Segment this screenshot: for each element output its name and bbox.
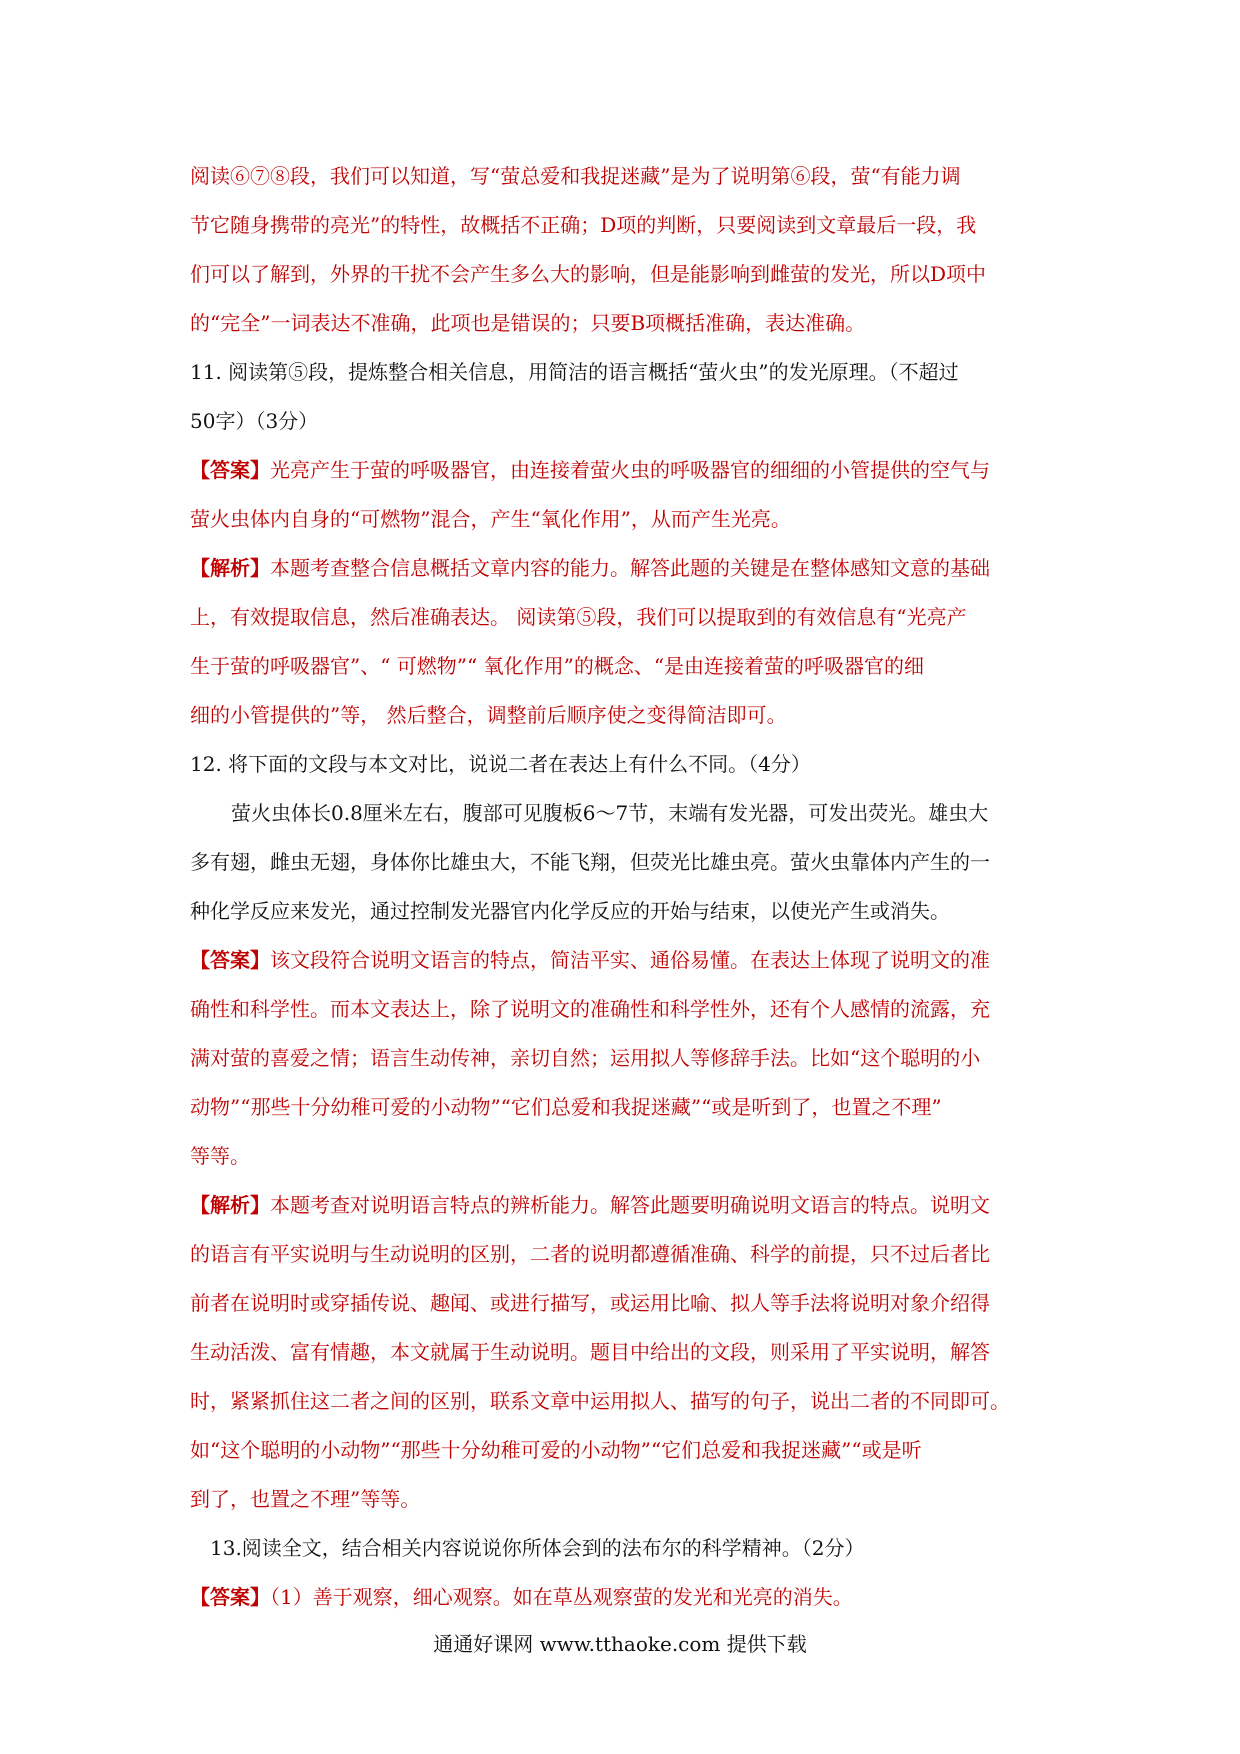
question-11: 11. 阅读第⑤段，提炼整合相关信息，用简洁的语言概括“萤火虫”的发光原理。（不超过 xyxy=(190,360,959,384)
answer-line: 【答案】该文段符合说明文语言的特点，简洁平实、通俗易懂。在表达上体现了说明文的准 xyxy=(190,948,990,972)
text-line: 的语言有平实说明与生动说明的区别，二者的说明都遵循准确、科学的前提，只不过后者比 xyxy=(190,1242,990,1266)
text-line: 确性和科学性。而本文表达上，除了说明文的准确性和科学性外，还有个人感情的流露，充 xyxy=(190,997,990,1021)
analysis-tag: 【解析】 xyxy=(190,556,270,580)
answer-tag: 【答案】 xyxy=(190,1585,270,1609)
question-12: 12. 将下面的文段与本文对比，说说二者在表达上有什么不同。（4分） xyxy=(190,752,811,776)
text-line: 细的小管提供的”等， 然后整合，调整前后顺序使之变得简洁即可。 xyxy=(190,703,787,727)
passage-line: 多有翅，雌虫无翅，身体你比雄虫大，不能飞翔，但荧光比雄虫亮。萤火虫靠体内产生的一 xyxy=(190,850,990,874)
text-line: 们可以了解到，外界的干扰不会产生多么大的影响，但是能影响到雌萤的发光，所以D项中 xyxy=(190,262,987,286)
text-line: 萤火虫体内自身的“可燃物”混合，产生“氧化作用”，从而产生光亮。 xyxy=(190,507,791,531)
page-footer: 通通好课网 www.tthaoke.com 提供下载 xyxy=(433,1632,807,1656)
answer-line: 【答案】（1）善于观察，细心观察。如在草丛观察萤的发光和光亮的消失。 xyxy=(190,1585,853,1609)
text-line: 上，有效提取信息，然后准确表达。 阅读第⑤段，我们可以提取到的有效信息有“光亮产 xyxy=(190,605,967,629)
text-line: 生动活泼、富有情趣，本文就属于生动说明。题目中给出的文段，则采用了平实说明，解答 xyxy=(190,1340,990,1364)
analysis-line: 【解析】本题考查整合信息概括文章内容的能力。解答此题的关键是在整体感知文意的基础 xyxy=(190,556,990,580)
text-line: 时，紧紧抓住这二者之间的区别，联系文章中运用拟人、描写的句子，说出二者的不同即可。 xyxy=(190,1389,1010,1413)
text-line: 节它随身携带的亮光”的特性，故概括不正确；D项的判断，只要阅读到文章最后一段，我 xyxy=(190,213,977,237)
text-line: 前者在说明时或穿插传说、趣闻、或进行描写，或运用比喻、拟人等手法将说明对象介绍得 xyxy=(190,1291,990,1315)
text-line: 如“这个聪明的小动物”“那些十分幼稚可爱的小动物”“它们总爱和我捉迷藏”“或是听 xyxy=(190,1438,922,1462)
text-line: 动物”“那些十分幼稚可爱的小动物”“它们总爱和我捉迷藏”“或是听到了，也置之不理” xyxy=(190,1095,942,1119)
text-line: 等等。 xyxy=(190,1144,250,1168)
passage-line: 萤火虫体长0.8厘米左右，腹部可见腹板6～7节，末端有发光器，可发出荧光。雄虫大 xyxy=(231,801,989,825)
text-line: 的“完全”一词表达不准确，此项也是错误的；只要B项概括准确，表达准确。 xyxy=(190,311,866,335)
text-line: 50字）（3分） xyxy=(190,409,319,433)
passage-line: 种化学反应来发光，通过控制发光器官内化学反应的开始与结束，以使光产生或消失。 xyxy=(190,899,950,923)
answer-tag: 【答案】 xyxy=(190,458,270,482)
analysis-line: 【解析】本题考查对说明语言特点的辨析能力。解答此题要明确说明文语言的特点。说明文 xyxy=(190,1193,990,1217)
text-line: 生于萤的呼吸器官”、“ 可燃物”“ 氧化作用”的概念、“是由连接着萤的呼吸器官的细 xyxy=(190,654,925,678)
question-13: 13.阅读全文，结合相关内容说说你所体会到的法布尔的科学精神。（2分） xyxy=(210,1536,865,1560)
document-body xyxy=(190,152,1056,1622)
answer-line: 【答案】光亮产生于萤的呼吸器官，由连接着萤火虫的呼吸器官的细细的小管提供的空气与 xyxy=(190,458,990,482)
answer-tag: 【答案】 xyxy=(190,948,270,972)
text-line: 满对萤的喜爱之情；语言生动传神，亲切自然；运用拟人等修辞手法。比如“这个聪明的小 xyxy=(190,1046,981,1070)
text-line: 阅读⑥⑦⑧段，我们可以知道，写“萤总爱和我捉迷藏”是为了说明第⑥段，萤“有能力调 xyxy=(190,164,961,188)
analysis-tag: 【解析】 xyxy=(190,1193,270,1217)
text-line: 到了，也置之不理”等等。 xyxy=(190,1487,421,1511)
